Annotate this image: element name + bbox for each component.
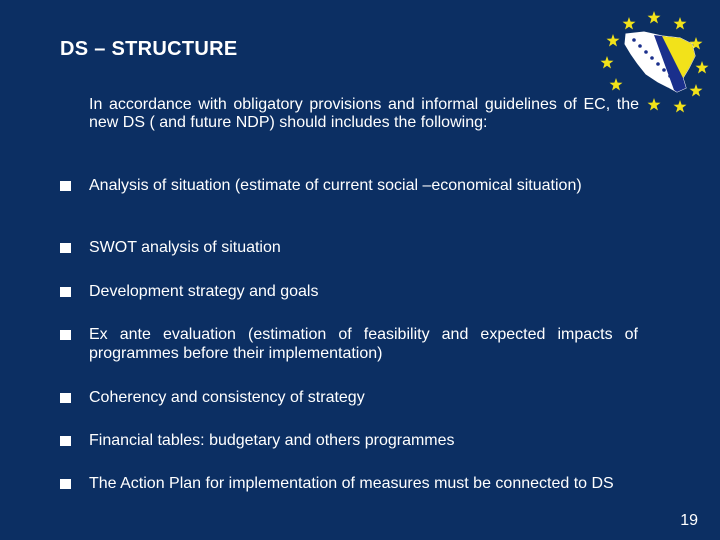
star-icon [623, 17, 636, 30]
star-icon [674, 100, 687, 113]
bullet-text: Coherency and consistency of strategy [89, 389, 365, 406]
bullet-text: Development strategy and goals [89, 283, 319, 300]
bullet-text: Financial tables: budgetary and others programmes [89, 432, 455, 449]
bullet-square-icon [60, 393, 71, 403]
bullet-square-icon [60, 287, 71, 297]
star-icon [696, 61, 709, 74]
bullet-item [60, 176, 640, 195]
star-icon [690, 84, 703, 97]
bullet-item [60, 431, 640, 450]
bullet-item [60, 282, 640, 301]
bullet-item [60, 388, 640, 407]
bullet-square-icon [60, 436, 71, 446]
bullet-text: SWOT analysis of situation [89, 239, 281, 256]
bullet-text: Ex ante evaluation (estimation of feasibility and expected impacts of programmes before their implementation) [89, 326, 638, 362]
bullet-square-icon [60, 181, 71, 191]
intro-paragraph: In accordance with obligatory provisions and informal guidelines of EC, the new DS ( and future NDP) should includes the following: [89, 96, 639, 131]
star-icon [648, 98, 661, 111]
star-icon [610, 78, 623, 91]
star-icon [674, 17, 687, 30]
bullet-square-icon [60, 330, 71, 340]
bullet-text: The Action Plan for implementation of measures must be connected to DS [89, 475, 614, 492]
bullet-item [60, 474, 640, 493]
bullet-item [60, 325, 640, 363]
star-icon [648, 11, 661, 24]
bullet-item [60, 238, 640, 257]
bullet-text: Analysis of situation (estimate of current social –economical situation) [89, 177, 582, 194]
star-icon [601, 56, 614, 69]
bullet-square-icon [60, 243, 71, 253]
slide-title: DS – STRUCTURE [60, 38, 238, 60]
star-icon [607, 34, 620, 47]
bullet-square-icon [60, 479, 71, 489]
page-number: 19 [680, 512, 698, 529]
